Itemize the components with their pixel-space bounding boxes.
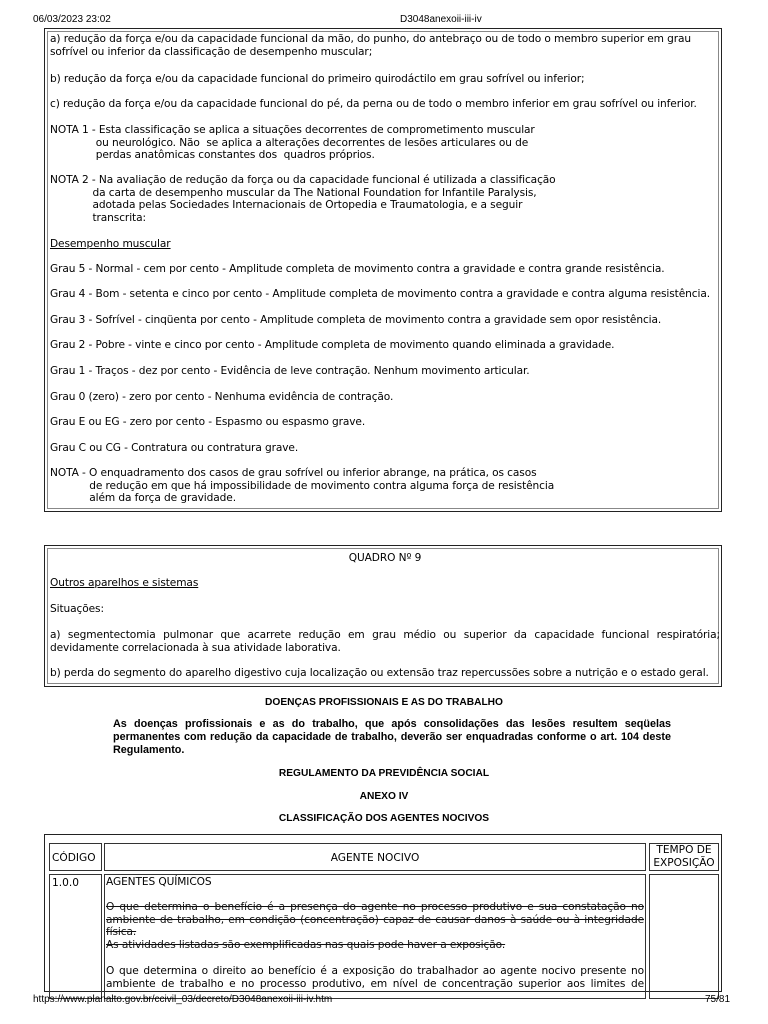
situacoes-label: Situações: (50, 603, 104, 615)
section-title: DOENÇAS PROFISSIONAIS E AS DO TRABALHO (265, 697, 503, 708)
print-datetime: 06/03/2023 23:02 (33, 14, 111, 25)
section-paragraph: As doenças profissionais e as do trabalho, que após consolidações das lesões resultem seqüelas permanentes com redução da capacidade de trabalho, deverão ser enquadradas conforme o art. 104 deste Regulamento. (113, 718, 671, 756)
outros-aparelhos-heading: Outros aparelhos e sistemas (50, 577, 199, 589)
col-agent: AGENTE NOCIVO (330, 852, 420, 864)
quadro-9-title: QUADRO Nº 9 (348, 552, 422, 564)
current-paragraph: O que determina o direito ao benefício é a exposição do trabalhador ao agente nocivo presente no ambiente de trabalho e no processo produtivo, em nível de concentração superior aos limites de (106, 965, 644, 990)
col-time-line2: EXPOSIÇÃO (653, 856, 715, 869)
document-title: D3048anexoii-iii-iv (400, 14, 482, 25)
grade-4: Grau 4 - Bom - setenta e cinco por cento - Amplitude completa de movimento contra a gravidade e contra alguma resistência. (50, 288, 710, 300)
nota-final: NOTA - O enquadramento dos casos de grau sofrível ou inferior abrange, na prática, os casos de redução em que há impossibilidade de movimento contra alguma força de resistência além da força de gravidade. (50, 467, 555, 505)
annex-title: ANEXO IV (359, 791, 409, 802)
grade-5: Grau 5 - Normal - cem por cento - Amplitude completa de movimento contra a gravidade e contra grande resistência. (50, 263, 665, 275)
header-code-cell (49, 843, 102, 871)
nota-1: NOTA 1 - Esta classificação se aplica a situações decorrentes de comprometimento muscular ou neurológico. Não se aplica a alterações decorrentes de lesões articulares ou de perdas anatômicas constantes dos quadros próprios. (50, 124, 535, 162)
row-code: 1.0.0 (52, 877, 79, 889)
quadro-9-box (44, 545, 722, 687)
classification-title: CLASSIFICAÇÃO DOS AGENTES NOCIVOS (278, 813, 490, 824)
item-9a: a) segmentectomia pulmonar que acarrete redução em grau médio ou superior da capacidade funcional respiratória; devidamente correlacionada à sua atividade laborativa. (50, 629, 720, 654)
item-c: c) redução da força e/ou da capacidade funcional do pé, da perna ou de todo o membro inferior em grau sofrível ou inferior. (50, 98, 697, 110)
header-agent-cell (104, 843, 646, 871)
row-time-cell (649, 874, 719, 999)
grade-c: Grau C ou CG - Contratura ou contratura grave. (50, 442, 299, 454)
grade-1: Grau 1 - Traços - dez por cento - Evidência de leve contração. Nenhum movimento articular. (50, 365, 530, 377)
grade-2: Grau 2 - Pobre - vinte e cinco por cento - Amplitude completa de movimento quando eliminada a gravidade. (50, 339, 615, 351)
grade-0: Grau 0 (zero) - zero por cento - Nenhuma evidência de contração. (50, 391, 394, 403)
row-code-cell (49, 874, 102, 999)
grade-e: Grau E ou EG - zero por cento - Espasmo ou espasmo grave. (50, 416, 366, 428)
col-time-line1: TEMPO DE (656, 844, 712, 856)
item-a: a) redução da força e/ou da capacidade funcional da mão, do punho, do antebraço ou de todo o membro superior em grau sofrível ou inferior da classificação de desempenho muscular; (50, 33, 692, 58)
col-code: CÓDIGO (52, 852, 96, 864)
page-number: 75/81 (705, 994, 731, 1005)
struck-paragraph-1: O que determina o benefício é a presença do agente no processo produtivo e sua constatação no ambiente de trabalho, em condição (concentração) capaz de causar danos à saúde ou à integridade física. (106, 901, 644, 939)
desempenho-heading: Desempenho muscular (50, 238, 171, 250)
grade-3: Grau 3 - Sofrível - cinqüenta por cento - Amplitude completa de movimento contra a gravidade sem opor resistência. (50, 314, 662, 326)
nota-2: NOTA 2 - Na avaliação de redução da força ou da capacidade funcional é utilizada a classificação da carta de desempenho muscular da The National Foundation for Infantile Paralysis, adotada pelas Sociedades Internacionais de Ortopedia e Traumatologia, e a seguir transcrita: (50, 174, 556, 224)
struck-paragraph-2: As atividades listadas são exemplificadas nas quais pode haver a exposição. (106, 939, 506, 951)
row-title: AGENTES QUÍMICOS (106, 876, 212, 888)
page-url[interactable]: https://www.planalto.gov.br/ccivil_03/decreto/D3048anexoii-iii-iv.htm (33, 994, 333, 1005)
item-b: b) redução da força e/ou da capacidade funcional do primeiro quirodáctilo em grau sofrível ou inferior; (50, 73, 585, 85)
regulation-title: REGULAMENTO DA PREVIDÊNCIA SOCIAL (278, 768, 490, 779)
item-9b: b) perda do segmento do aparelho digestivo cuja localização ou extensão traz repercussões sobre a nutrição e o estado geral. (50, 667, 709, 679)
header-time-cell (649, 843, 719, 871)
